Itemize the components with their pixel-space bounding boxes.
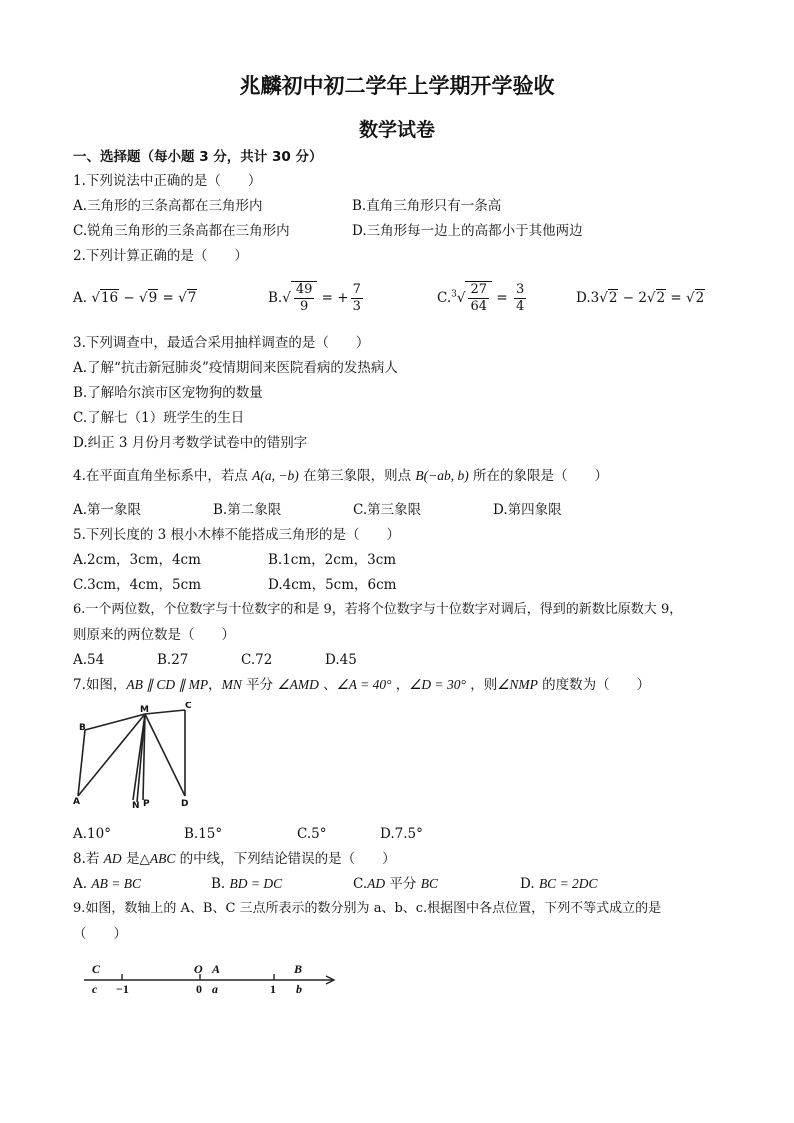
q1-option-a: A.三角形的三条高都在三角形内	[73, 198, 263, 214]
q3-option-d: D.纠正 3 月份月考数学试卷中的错别字	[73, 435, 308, 451]
q7-label-a: A	[73, 797, 80, 807]
q9-label-c-bottom: c	[92, 982, 98, 996]
q9-label-c-top: C	[92, 962, 101, 976]
q9-label-one: 1	[270, 982, 276, 996]
q9-label-a-top: A	[212, 962, 221, 976]
q4-option-d: D.第四象限	[493, 502, 562, 518]
q2-option-a: A. √16 − √9 = √7	[73, 290, 197, 306]
q9-label-b-bottom: b	[296, 982, 302, 996]
q3-option-a: A.了解“抗击新冠肺炎”疫情期间来医院看病的发热病人	[73, 360, 398, 376]
q9-label-o: O	[194, 962, 203, 976]
section-heading-choice: 一、选择题（每小题 3 分，共计 30 分）	[73, 149, 323, 165]
q9-stem-line2: （ ）	[73, 926, 127, 942]
q9-number-line-figure	[82, 960, 338, 1000]
q7-label-p: P	[143, 799, 150, 809]
q7-label-d: D	[181, 799, 189, 809]
q7-geometry-figure	[73, 702, 203, 810]
q2-option-b: B.√ $\frac{49}{9}$ = + $\frac{7}{3}$	[268, 282, 361, 314]
q6-stem-line1: 6.一个两位数，个位数字与十位数字的和是 9，若将个位数字与十位数字对调后，得到的新数比原数大 9，	[73, 602, 683, 617]
q7-label-c: C	[185, 702, 192, 711]
q7-option-d: D.7.5°	[380, 826, 423, 842]
q5-option-c: C.3cm，4cm，5cm	[73, 577, 201, 593]
q7-option-b: B.15°	[184, 826, 223, 842]
q6-stem-line2: 则原来的两位数是（ ）	[73, 627, 235, 643]
q6-option-c: C.72	[241, 652, 273, 668]
q4-option-a: A.第一象限	[73, 502, 142, 518]
q4-stem: 4.在平面直角坐标系中，若点 A(a, −b) 在第三象限，则点 B(−ab, b) 所在的象限是（ ）	[73, 468, 609, 484]
q1-stem: 1.下列说法中正确的是（ ）	[73, 173, 262, 189]
q5-stem: 5.下列长度的 3 根小木棒不能搭成三角形的是（ ）	[73, 527, 401, 543]
q2-stem: 2.下列计算正确的是（ ）	[73, 248, 248, 264]
q1-option-d: D.三角形每一边上的高都小于其他两边	[352, 223, 583, 239]
q8-option-d: D. BC = 2DC	[520, 876, 598, 892]
q8-option-b: B. BD = DC	[211, 876, 283, 892]
q1-option-c: C.锐角三角形的三条高都在三角形内	[73, 223, 290, 239]
q5-option-d: D.4cm，5cm，6cm	[268, 577, 397, 593]
q1-option-b: B.直角三角形只有一条高	[352, 198, 502, 214]
exam-school-title: 兆麟初中初二学年上学期开学验收	[239, 74, 555, 98]
q9-label-minus-one: −1	[116, 982, 129, 996]
q5-option-b: B.1cm，2cm，3cm	[268, 552, 397, 568]
q2-option-c: C.$^3$√ $\frac{27}{64}$ = $\frac{3}{4}$	[437, 282, 525, 314]
q7-option-a: A.10°	[73, 826, 111, 842]
q7-label-n: N	[132, 801, 140, 810]
q4-option-b: B.第二象限	[213, 502, 282, 518]
q6-option-d: D.45	[325, 652, 357, 668]
q6-option-b: B.27	[157, 652, 189, 668]
q7-label-m: M	[140, 705, 149, 715]
q2-option-d: D.3√2 − 2√2 = √2	[576, 290, 705, 306]
q9-label-a-bottom: a	[212, 982, 218, 996]
q9-label-zero: 0	[196, 982, 202, 996]
q9-stem-line1: 9.如图，数轴上的 A、B、C 三点所表示的数分别为 a、b、c.根据图中各点位置，下列不等式成立的是	[73, 901, 662, 916]
q8-option-c: C.AD 平分 BC	[353, 876, 438, 892]
q3-option-c: C.了解七（1）班学生的生日	[73, 410, 245, 426]
q3-stem: 3.下列调查中，最适合采用抽样调查的是（ ）	[73, 335, 370, 351]
q7-option-c: C.5°	[297, 826, 327, 842]
q6-option-a: A.54	[73, 652, 105, 668]
q4-option-c: C.第三象限	[353, 502, 422, 518]
q9-label-b-top: B	[294, 962, 303, 976]
q7-label-b: B	[79, 723, 86, 733]
q8-stem: 8.若 AD 是△ABC 的中线，下列结论错误的是（ ）	[73, 851, 396, 867]
q7-stem: 7.如图，AB ∥ CD ∥ MP，MN 平分 ∠AMD 、∠A = 40° ，∠D = 30° ，则∠NMP 的度数为（ ）	[73, 677, 651, 693]
q3-option-b: B.了解哈尔滨市区宠物狗的数量	[73, 385, 263, 401]
q8-option-a: A. AB = BC	[73, 876, 141, 892]
q5-option-a: A.2cm，3cm，4cm	[73, 552, 201, 568]
exam-subject-title: 数学试卷	[358, 119, 435, 141]
